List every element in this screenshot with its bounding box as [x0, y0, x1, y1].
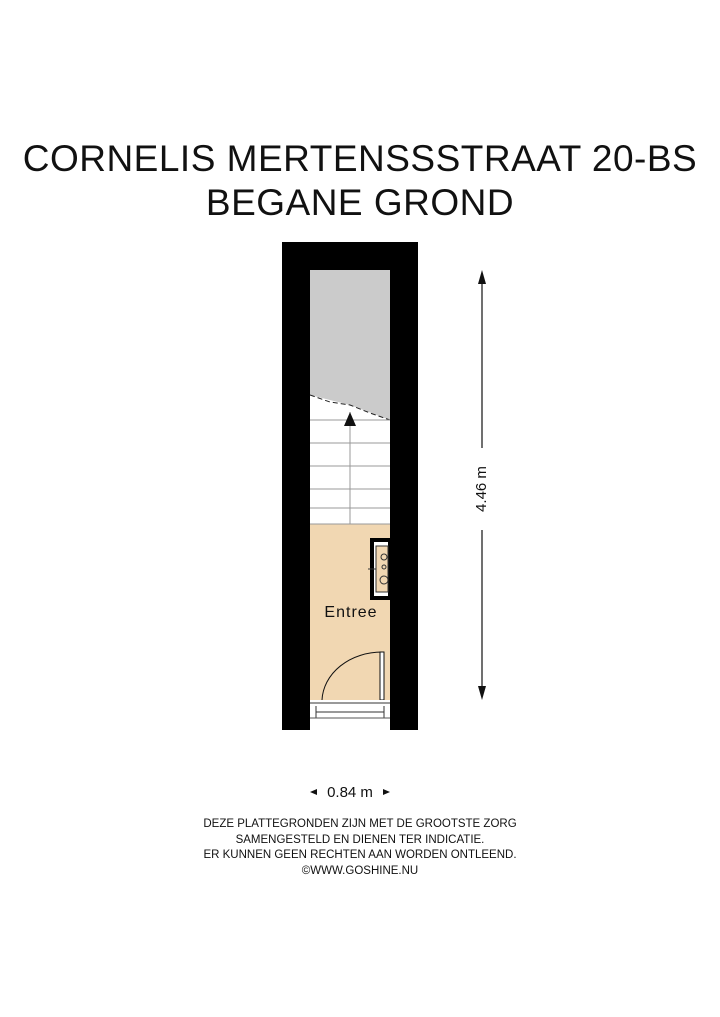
meter-cabinet-inner — [376, 546, 388, 592]
height-dimension-label: 4.46 m — [472, 466, 490, 512]
room-label-entree: Entree — [324, 604, 378, 621]
door-leaf — [380, 652, 384, 700]
disclaimer — [0, 817, 720, 879]
wall-left — [282, 242, 310, 730]
width-dimension-label: 0.84 m — [327, 784, 373, 801]
copyright-line: ©WWW.GOSHINE.NU — [301, 864, 419, 877]
wall-right — [390, 242, 418, 730]
disclaimer-line: SAMENGESTELD EN DIENEN TER INDICATIE. — [235, 833, 485, 846]
plan-title: CORNELIS MERTENSSSTRAAT 20-BS — [22, 138, 698, 179]
disclaimer-line: ER KUNNEN GEEN RECHTEN AAN WORDEN ONTLEEND. — [203, 849, 517, 861]
width-dimension — [310, 784, 390, 801]
height-dimension — [473, 270, 490, 700]
floor-name: BEGANE GROND — [205, 182, 515, 223]
disclaimer-line: DEZE PLATTEGRONDEN ZIJN MET DE GROOTSTE ZORG — [203, 818, 517, 830]
stair-void — [310, 270, 390, 420]
